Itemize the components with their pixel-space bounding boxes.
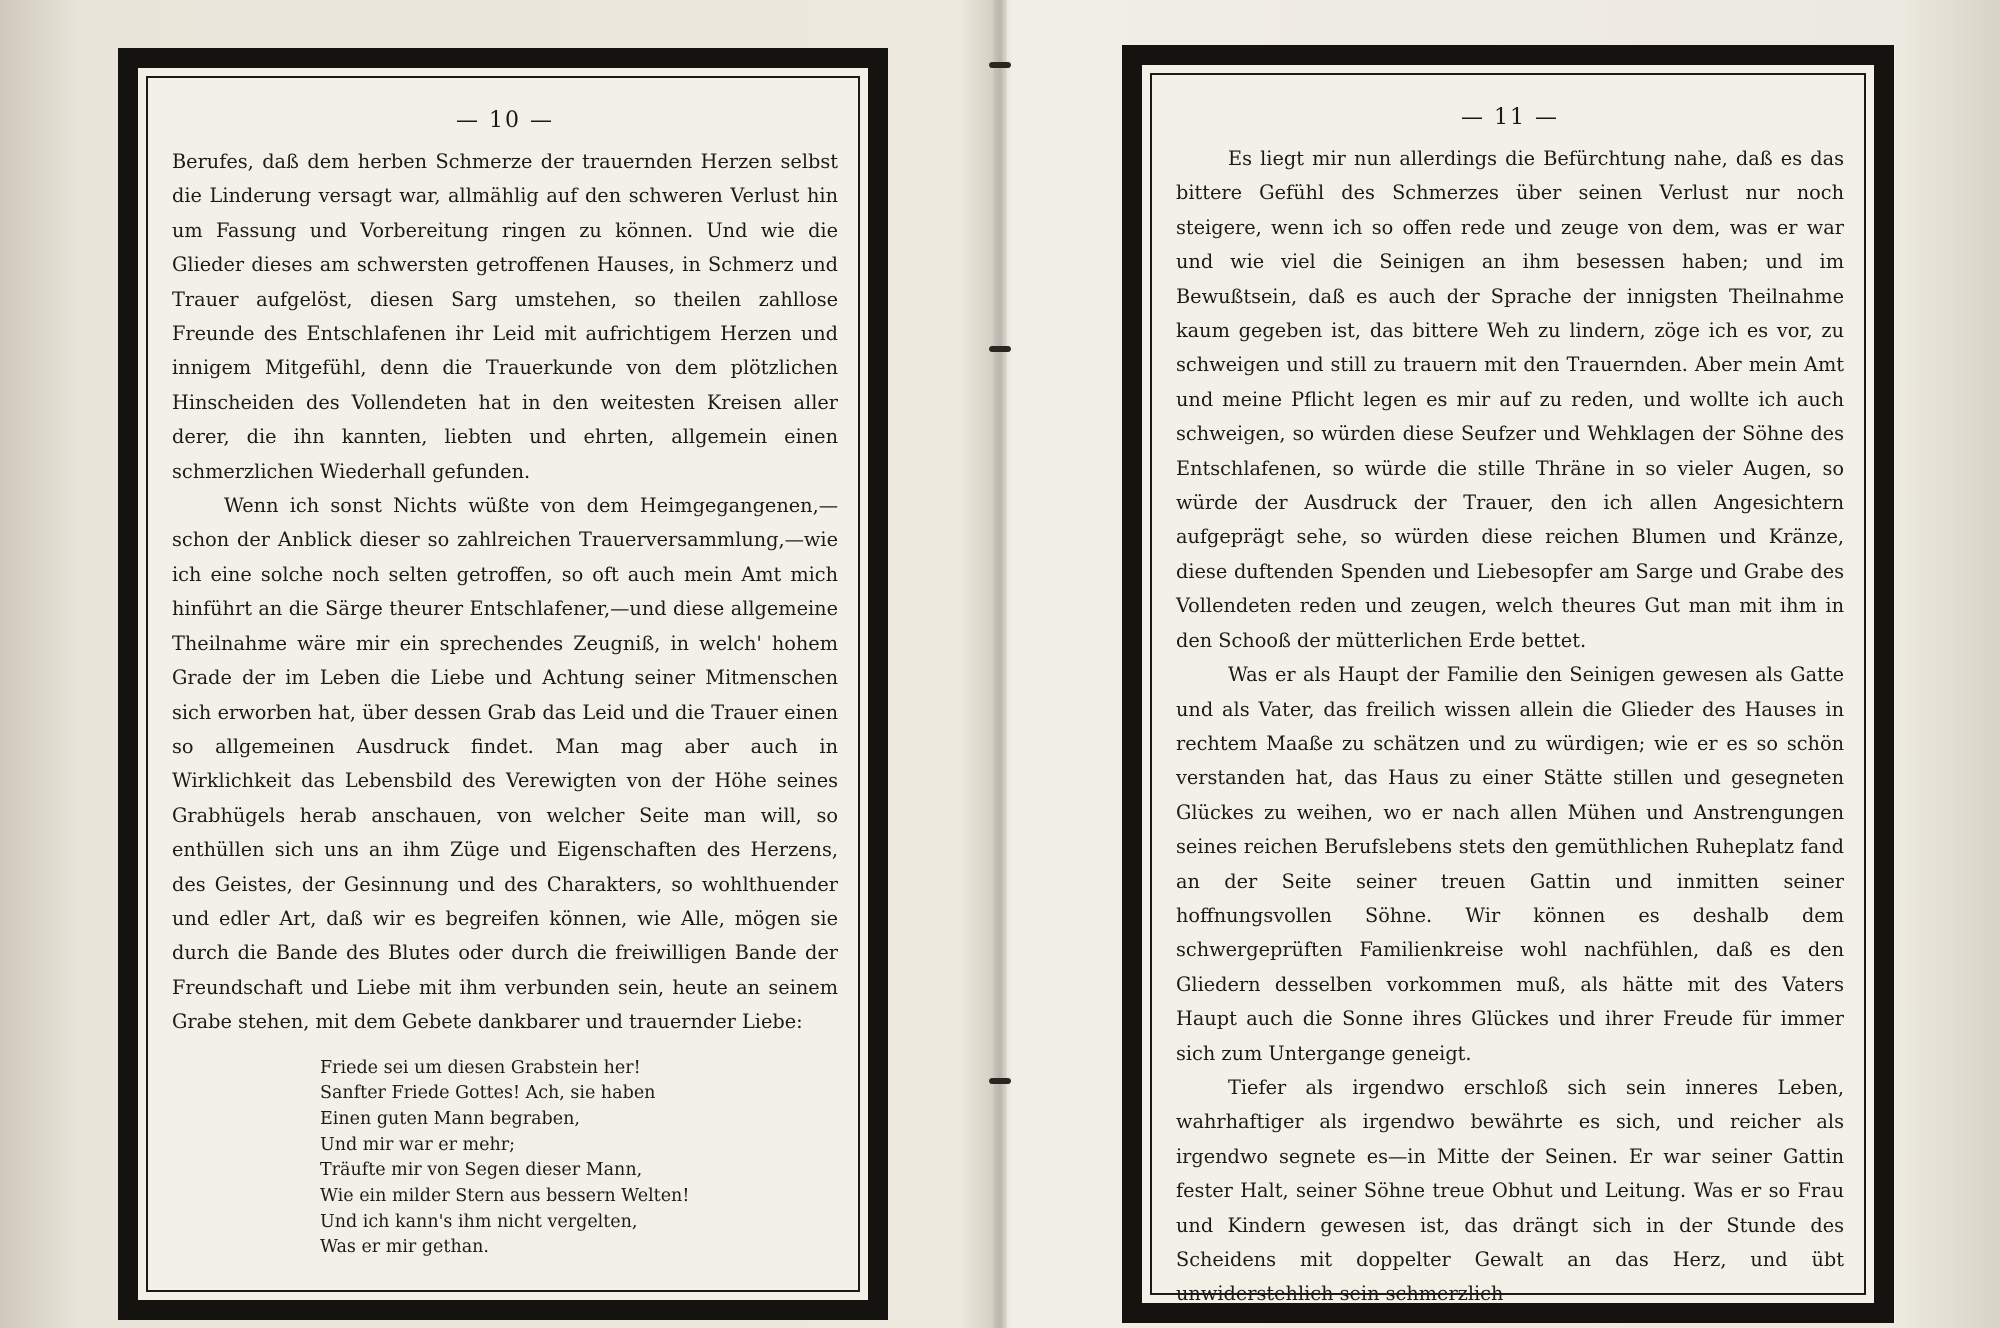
poem-stanza [320, 1056, 838, 1262]
poem-line: Einen guten Mann begraben, [320, 1108, 580, 1129]
binding-stitch [989, 346, 1011, 352]
left-page-content [172, 108, 838, 1270]
left-page-sheet [138, 68, 868, 1300]
paragraph: Was er als Haupt der Familie den Seinigen gewesen als Gatte und als Vater, das freilich wissen allein die Glieder des Hauses in rechtem Maaße zu schätzen und zu würdigen; wie er es so schön verstanden hat, das Haus zu einer Stätte stillen und gesegneten Glückes zu weihen, wo er nach allen Mühen und Anstrengungen seines reichen Berufslebens stets den gemüthlichen Ruheplatz fand an der Seite seiner treuen Gattin und inmitten seiner hoffnungsvollen Söhne. Wir können es deshalb dem schwergeprüften Familienkreise wohl nachfühlen, daß es den Gliedern desselben vorkommen muß, als hätte mit des Vaters Haupt auch die Sonne ihres Glückes und ihrer Freude für immer sich zum Untergange geneigt. [1176, 663, 1844, 1065]
poem-line: Und mir war er mehr; [320, 1134, 516, 1155]
poem-line: Sanfter Friede Gottes! Ach, sie haben [320, 1083, 656, 1104]
paragraph: Wenn ich sonst Nichts wüßte von dem Heimgegangenen,—schon der Anblick dieser so zahlreichen Trauerversammlung,—wie ich eine solche noch selten getroffen, so oft auch mein Amt mich hinführt an die Särge theurer Entschlafener,—und diese allgemeine Theilnahme wäre mir ein sprechendes Zeugniß, in welch' hohem Grade der im Leben die Liebe und Achtung seiner Mitmenschen sich erworben hat, über dessen Grab das Leid und die Trauer einen so allgemeinen Ausdruck findet. Man mag aber auch in Wirklichkeit das Lebensbild des Verewigten von der Höhe seines Grabhügels herab anschauen, von welcher Seite man will, so enthüllen sich uns an ihm Züge und Eigenschaften des Herzens, des Geistes, der Gesinnung und des Charakters, so wohlthuender und edler Art, daß wir es begreifen können, wie Alle, mögen sie durch die Bande des Blutes oder durch die freiwilligen Bande der Freundschaft und Liebe mit ihm verbunden sein, heute an seinem Grabe stehen, mit dem Gebete dankbarer und trauernder Liebe: [172, 494, 838, 1034]
right-page-mourning-border [1122, 45, 1894, 1323]
poem-line: Was er mir gethan. [320, 1237, 489, 1258]
poem-line: Träufte mir von Segen dieser Mann, [320, 1160, 643, 1181]
binding-stitch [989, 62, 1011, 68]
left-page-mourning-border [118, 48, 888, 1320]
right-page-sheet [1142, 65, 1874, 1306]
poem-line: Und ich kann's ihm nicht vergelten, [320, 1211, 638, 1232]
paragraph: Berufes, daß dem herben Schmerze der trauernden Herzen selbst die Linderung versagt war, allmählig auf den schweren Verlust hin um Fassung und Vorbereitung ringen zu können. Und wie die Glieder dieses am schwersten getroffenen Hauses, in Schmerz und Trauer aufgelöst, diesen Sarg umstehen, so theilen zahllose Freunde des Entschlafenen ihr Leid mit aufrichtigem Herzen und innigem Mitgefühl, denn die Trauerkunde von dem plötzlichen Hinscheiden des Vollendeten hat in den weitesten Kreisen aller derer, die ihn kannten, liebten und ehrten, allgemein einen schmerzlichen Wiederhall gefunden. [172, 150, 838, 483]
paragraph: Tiefer als irgendwo erschloß sich sein inneres Leben, wahrhaftiger als irgendwo bewährte es sich, und reicher als irgendwo segnete es—in Mitte der Seinen. Er war seiner Gattin fester Halt, seiner Söhne treue Obhut und Leitung. Was er so Frau und Kindern gewesen ist, das drängt sich in der Stunde des Scheidens mit doppelter Gewalt an das Herz, und übt unwiderstehlich sein schmerzlich [1176, 1075, 1844, 1306]
paragraph: Es liegt mir nun allerdings die Befürchtung nahe, daß es das bittere Gefühl des Schmerzes über seinen Verlust nur noch steigere, wenn ich so offen rede und zeuge von dem, was er war und wie viel die Seinigen an ihm besessen haben; und im Bewußtsein, daß es auch der Sprache der innigsten Theilnahme kaum gegeben ist, das bittere Weh zu lindern, zöge ich es vor, zu schweigen und still zu trauern mit den Trauernden. Aber mein Amt und meine Pflicht legen es mir auf zu reden, und wollte ich auch schweigen, so würden diese Seufzer und Wehklagen der Söhne des Entschlafenen, so würde die stille Thräne in so vieler Augen, so würde der Ausdruck der Trauer, den ich allen Angesichtern aufgeprägt sehe, so würden diese reichen Blumen und Kränze, diese duftenden Spenden und Liebesopfer am Sarge und Grabe des Vollendeten reden und zeugen, welch theures Gut man mit ihm in den Schooß der mütterlichen Erde bettet. [1176, 147, 1844, 652]
right-page-content [1176, 105, 1844, 1306]
poem-line: Friede sei um diesen Grabstein her! [320, 1057, 641, 1078]
page-number: — 10 — [456, 108, 554, 133]
page-number: — 11 — [1461, 105, 1559, 130]
binding-stitch [989, 1078, 1011, 1084]
book-gutter [993, 0, 1007, 1328]
poem-line: Wie ein milder Stern aus bessern Welten! [320, 1186, 690, 1207]
